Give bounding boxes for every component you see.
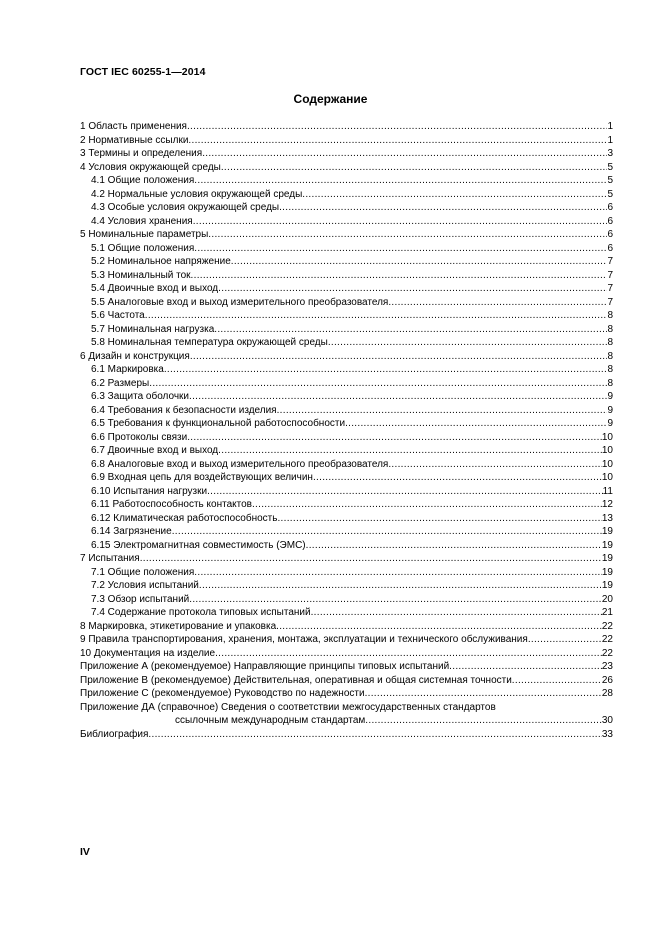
toc-leader-dots [302, 188, 607, 202]
toc-entry-label: 4 Условия окружающей среды [80, 161, 221, 173]
toc-entry-page: 6 [607, 202, 613, 213]
toc-leader-dots [187, 431, 602, 445]
toc-entry-label: 6.8 Аналоговые вход и выход измерительного преобразователя [91, 458, 389, 470]
toc-entry-page: 19 [601, 553, 613, 564]
toc-entry-label: 5.8 Номинальная температура окружающей среды [91, 337, 328, 348]
toc-entry[interactable] [80, 458, 613, 472]
toc-entry-label: 7.4 Содержание протокола типовых испытаний [91, 607, 311, 618]
toc-entry-page: 12 [601, 499, 613, 510]
toc-entry[interactable] [80, 242, 613, 256]
toc-entry-label: 6.6 Протоколы связи [91, 431, 188, 443]
toc-leader-dots [191, 269, 608, 283]
toc-entry-page: 33 [601, 728, 613, 740]
toc-entry-label: 6.11 Работоспособность контактов [91, 499, 252, 510]
toc-entry-page: 19 [601, 539, 613, 551]
toc-leader-dots [388, 458, 602, 472]
toc-entry[interactable] [80, 269, 613, 283]
toc-entry-label: 6.3 Защита оболочки [91, 391, 189, 402]
toc-entry-label: 5.4 Двоичные вход и выход [91, 283, 219, 294]
toc-leader-dots [190, 350, 608, 364]
toc-leader-dots [279, 201, 607, 215]
toc-entry-page: 22 [601, 647, 613, 659]
toc-entry[interactable] [80, 363, 613, 377]
toc-entry-label: 5 Номинальные параметры [80, 229, 209, 240]
toc-entry-page: 28 [601, 688, 613, 699]
toc-entry-label: 8 Маркировка, этикетирование и упаковка [80, 620, 277, 632]
toc-entry-label: 3 Термины и определения [80, 148, 203, 159]
toc-leader-dots [193, 215, 608, 229]
toc-entry-label: 5.2 Номинальное напряжение [91, 256, 231, 267]
toc-entry[interactable] [80, 174, 613, 188]
toc-entry-label: 6.10 Испытания нагрузки [91, 485, 208, 497]
toc-leader-dots [328, 336, 608, 350]
toc-entry-label: 7.1 Общие положения [91, 566, 195, 578]
toc-entry-page: 8 [607, 310, 613, 321]
toc-entry[interactable] [80, 566, 613, 580]
toc-leader-dots [202, 147, 607, 161]
toc-leader-dots [252, 498, 602, 512]
toc-leader-dots [313, 471, 602, 485]
toc-entry[interactable] [80, 579, 613, 593]
toc-entry-page: 21 [601, 607, 613, 618]
toc-leader-dots [194, 242, 607, 256]
toc-leader-dots [145, 309, 608, 323]
toc-leader-dots [365, 714, 602, 728]
toc-entry-page: 22 [601, 620, 613, 632]
toc-entry-page: 9 [607, 404, 613, 416]
toc-entry-page: 3 [607, 148, 613, 159]
toc-entry-label: 4.4 Условия хранения [91, 215, 193, 227]
toc-entry[interactable] [80, 134, 613, 148]
toc-entry[interactable] [80, 539, 613, 553]
toc-entry-label: 5.5 Аналоговые вход и выход измерительного преобразователя [91, 296, 389, 308]
toc-entry-page: 1 [607, 134, 613, 146]
toc-entry[interactable] [80, 485, 613, 499]
toc-entry-page: 9 [607, 418, 613, 429]
toc-entry[interactable] [80, 350, 613, 364]
toc-entry-label: 4.2 Нормальные условия окружающей среды [91, 188, 303, 200]
toc-leader-dots [277, 512, 601, 526]
toc-leader-dots [199, 579, 602, 593]
toc-entry-label: Библиография [80, 728, 149, 740]
toc-leader-dots [164, 363, 608, 377]
toc-leader-dots [449, 660, 602, 674]
toc-entry-page: 5 [607, 161, 613, 173]
toc-entry[interactable] [80, 471, 613, 485]
toc-leader-dots [208, 228, 607, 242]
toc-entry[interactable] [80, 660, 613, 674]
toc-entry-label: 5.3 Номинальный ток [91, 269, 191, 281]
toc-leader-dots [189, 593, 602, 607]
toc-entry-label: 6.15 Электромагнитная совместимость (ЭМС) [91, 539, 306, 551]
toc-leader-dots [221, 161, 608, 175]
toc-entry-page: 11 [602, 485, 613, 497]
standard-header: ГОСТ IEC 60255-1—2014 [80, 66, 206, 78]
toc-entry[interactable] [80, 647, 613, 661]
toc-leader-dots [194, 566, 602, 580]
toc-entry-page: 8 [607, 337, 613, 348]
toc-leader-dots [172, 525, 602, 539]
toc-entry[interactable] [80, 377, 613, 391]
toc-leader-dots [388, 296, 607, 310]
toc-entry-page: 23 [601, 661, 613, 672]
toc-entry-label: Приложение А (рекомендуемое) Направляющие принципы типовых испытаний [80, 661, 450, 672]
toc-entry-label: 5.6 Частота [91, 310, 145, 321]
toc-entry-page: 7 [607, 256, 613, 267]
toc-entry[interactable] [80, 606, 613, 620]
toc-leader-dots [207, 485, 603, 499]
toc-leader-dots [311, 606, 602, 620]
toc-entry[interactable] [80, 728, 613, 742]
toc-entry[interactable] [80, 687, 613, 701]
toc-entry[interactable] [80, 201, 613, 215]
toc-entry-page: 10 [601, 445, 613, 456]
toc-entry-page: 6 [607, 215, 613, 227]
toc-entry-page: 5 [607, 188, 613, 200]
toc-leader-dots [189, 390, 607, 404]
toc-entry-label: 6.9 Входная цепь для воздействующих величин [91, 472, 313, 483]
toc-entry-page: 13 [601, 512, 613, 524]
toc-entry-page: 19 [601, 580, 613, 591]
toc-entry-label: Приложение ДА (справочное) Сведения о соответствии межгосударственных стандартов [80, 701, 496, 713]
toc-entry[interactable] [80, 161, 613, 175]
toc-leader-dots [215, 647, 602, 661]
toc-entry-label: 9 Правила транспортирования, хранения, монтажа, эксплуатации и технического обслуживания [80, 634, 528, 645]
toc-entry[interactable] [80, 255, 613, 269]
toc-entry[interactable] [80, 498, 613, 512]
toc-entry-page: 7 [607, 283, 613, 294]
toc-entry-label: 6.5 Требования к функциональной работоспособности [91, 418, 346, 429]
toc-entry-page: 7 [607, 296, 613, 308]
toc-entry[interactable] [80, 512, 613, 526]
toc-entry-page: 10 [601, 458, 613, 470]
toc-entry[interactable] [80, 390, 613, 404]
toc-entry[interactable] [80, 525, 613, 539]
toc-entry-label: 10 Документация на изделие [80, 647, 216, 659]
toc-entry-label: 5.1 Общие положения [91, 242, 195, 254]
toc-entry[interactable] [80, 674, 613, 688]
toc-entry-continuation[interactable] [80, 714, 613, 728]
toc-leader-dots [277, 404, 608, 418]
toc-entry-page: 5 [607, 175, 613, 186]
toc-leader-dots [218, 282, 607, 296]
toc-entry[interactable] [80, 188, 613, 202]
toc-entry-page: 22 [601, 634, 613, 645]
toc-entry-label: 4.3 Особые условия окружающей среды [91, 202, 280, 213]
toc-entry-page: 8 [607, 350, 613, 362]
toc-leader-dots [512, 674, 602, 688]
toc-entry-label: 6.12 Климатическая работоспособность [91, 512, 278, 524]
toc-entry-page: 6 [607, 242, 613, 254]
toc-entry-page: 1 [607, 121, 613, 132]
toc-entry[interactable] [80, 431, 613, 445]
toc-entry-page: 30 [601, 715, 613, 726]
toc-entry[interactable] [80, 147, 613, 161]
toc-entry[interactable] [80, 296, 613, 310]
toc-entry-page: 8 [607, 364, 613, 375]
toc-entry-page: 20 [601, 593, 613, 605]
table-of-contents [80, 120, 613, 741]
toc-entry-page: 19 [601, 526, 613, 537]
toc-leader-dots [149, 377, 607, 391]
toc-entry-label: 7.3 Обзор испытаний [91, 593, 190, 605]
toc-entry[interactable] [80, 633, 613, 647]
page-number: IV [80, 846, 90, 858]
toc-entry-label: 6.14 Загрязнение [91, 526, 172, 537]
toc-leader-dots [140, 552, 602, 566]
toc-entry-page: 9 [607, 391, 613, 402]
toc-leader-dots [276, 620, 602, 634]
toc-entry-label: 5.7 Номинальная нагрузка [91, 323, 215, 335]
toc-leader-dots [345, 417, 607, 431]
toc-entry-page: 8 [607, 377, 613, 389]
toc-leader-dots [214, 323, 607, 337]
toc-entry[interactable] [80, 336, 613, 350]
toc-entry-label: 2 Нормативные ссылки [80, 134, 189, 146]
toc-leader-dots [194, 174, 607, 188]
toc-entry-label: 6.7 Двоичные вход и выход [91, 445, 219, 456]
toc-entry[interactable] [80, 444, 613, 458]
toc-entry-label-continued: ссылочным международным стандартам [175, 715, 366, 726]
toc-entry-label: 6.1 Маркировка [91, 364, 164, 375]
toc-leader-dots [231, 255, 608, 269]
toc-leader-dots [148, 728, 601, 742]
toc-entry-label: Приложение В (рекомендуемое) Действительная, оперативная и общая системная точности [80, 674, 512, 686]
toc-entry[interactable] [80, 120, 613, 134]
toc-entry[interactable] [80, 282, 613, 296]
toc-entry[interactable] [80, 215, 613, 229]
toc-entry[interactable] [80, 552, 613, 566]
toc-leader-dots [365, 687, 602, 701]
toc-entry-page: 19 [601, 566, 613, 578]
toc-entry[interactable] [80, 323, 613, 337]
toc-entry[interactable] [80, 309, 613, 323]
toc-entry-label: 6.4 Требования к безопасности изделия [91, 404, 277, 416]
toc-entry[interactable] [80, 620, 613, 634]
toc-entry-page: 8 [607, 323, 613, 335]
toc-leader-dots [528, 633, 602, 647]
toc-entry[interactable] [80, 593, 613, 607]
toc-leader-dots [187, 120, 607, 134]
toc-entry[interactable] [80, 228, 613, 242]
toc-leader-dots [188, 134, 607, 148]
toc-entry-label: Приложение С (рекомендуемое) Руководство по надежности [80, 688, 365, 699]
toc-entry-label: 6.2 Размеры [91, 377, 150, 389]
toc-entry[interactable] [80, 417, 613, 431]
toc-entry-label: 6 Дизайн и конструкция [80, 350, 190, 362]
toc-entry-label: 1 Область применения [80, 121, 187, 132]
toc-entry-page: 26 [601, 674, 613, 686]
toc-leader-dots [218, 444, 602, 458]
toc-entry-page: 10 [601, 472, 613, 483]
toc-entry-page: 10 [601, 431, 613, 443]
toc-entry-label: 4.1 Общие положения [91, 175, 195, 186]
toc-entry[interactable] [80, 404, 613, 418]
toc-leader-dots [306, 539, 602, 553]
toc-title: Содержание [293, 92, 368, 106]
toc-entry-page: 6 [607, 229, 613, 240]
toc-entry-label: 7.2 Условия испытаний [91, 580, 199, 591]
toc-entry[interactable] [80, 701, 613, 715]
toc-entry-label: 7 Испытания [80, 553, 140, 564]
toc-entry-page: 7 [607, 269, 613, 281]
